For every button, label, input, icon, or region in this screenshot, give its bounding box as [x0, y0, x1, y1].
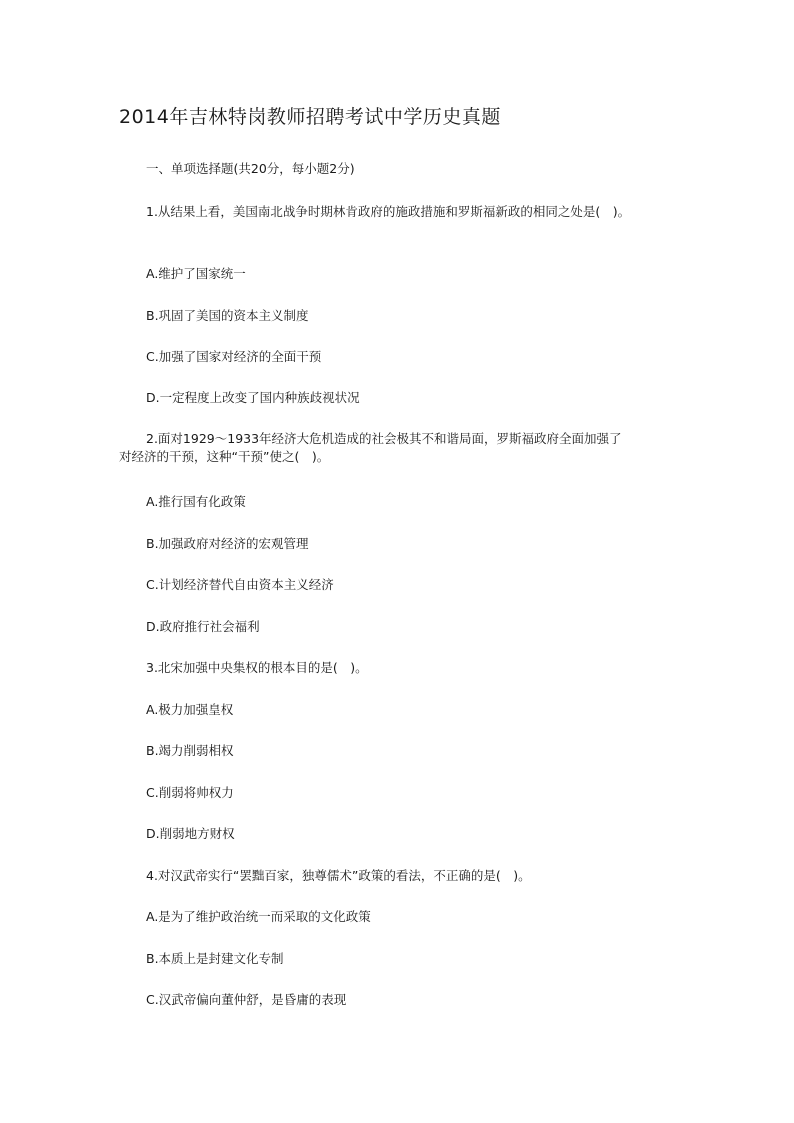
question-3-option-b: B.竭力削弱相权 [146, 743, 234, 758]
question-2-option-b: B.加强政府对经济的宏观管理 [146, 536, 309, 551]
question-1-option-c: C.加强了国家对经济的全面干预 [146, 349, 322, 364]
question-2-option-c: C.计划经济替代自由资本主义经济 [146, 577, 334, 592]
question-3-option-c: C.削弱将帅权力 [146, 785, 234, 800]
question-3-option-d: D.削弱地方财权 [146, 826, 235, 841]
section-heading: 一、单项选择题(共20分，每小题2分) [146, 161, 355, 176]
question-1-option-b: B.巩固了美国的资本主义制度 [146, 308, 309, 323]
question-1-option-d: D.一定程度上改变了国内种族歧视状况 [146, 390, 360, 405]
question-2-option-a: A.推行国有化政策 [146, 494, 246, 509]
question-3-stem: 3.北宋加强中央集权的根本目的是( )。 [146, 660, 368, 675]
question-3-option-a: A.极力加强皇权 [146, 702, 234, 717]
page-title: 2014年吉林特岗教师招聘考试中学历史真题 [119, 106, 501, 128]
question-2-stem-line-1: 2.面对1929～1933年经济大危机造成的社会极其不和谐局面，罗斯福政府全面加强了 [146, 431, 622, 446]
question-4-option-a: A.是为了维护政治统一而采取的文化政策 [146, 909, 371, 924]
question-1-stem: 1.从结果上看，美国南北战争时期林肯政府的施政措施和罗斯福新政的相同之处是( )。 [146, 204, 631, 219]
question-4-stem: 4.对汉武帝实行“罢黜百家，独尊儒术”政策的看法，不正确的是( )。 [146, 868, 531, 883]
question-1-option-a: A.维护了国家统一 [146, 266, 246, 281]
question-4-option-b: B.本质上是封建文化专制 [146, 951, 284, 966]
question-2-stem-line-2: 对经济的干预，这种“干预”使之( )。 [119, 449, 330, 464]
question-2-stem [119, 430, 689, 466]
question-4-option-c: C.汉武帝偏向董仲舒，是昏庸的表现 [146, 992, 347, 1007]
question-2-option-d: D.政府推行社会福利 [146, 619, 260, 634]
